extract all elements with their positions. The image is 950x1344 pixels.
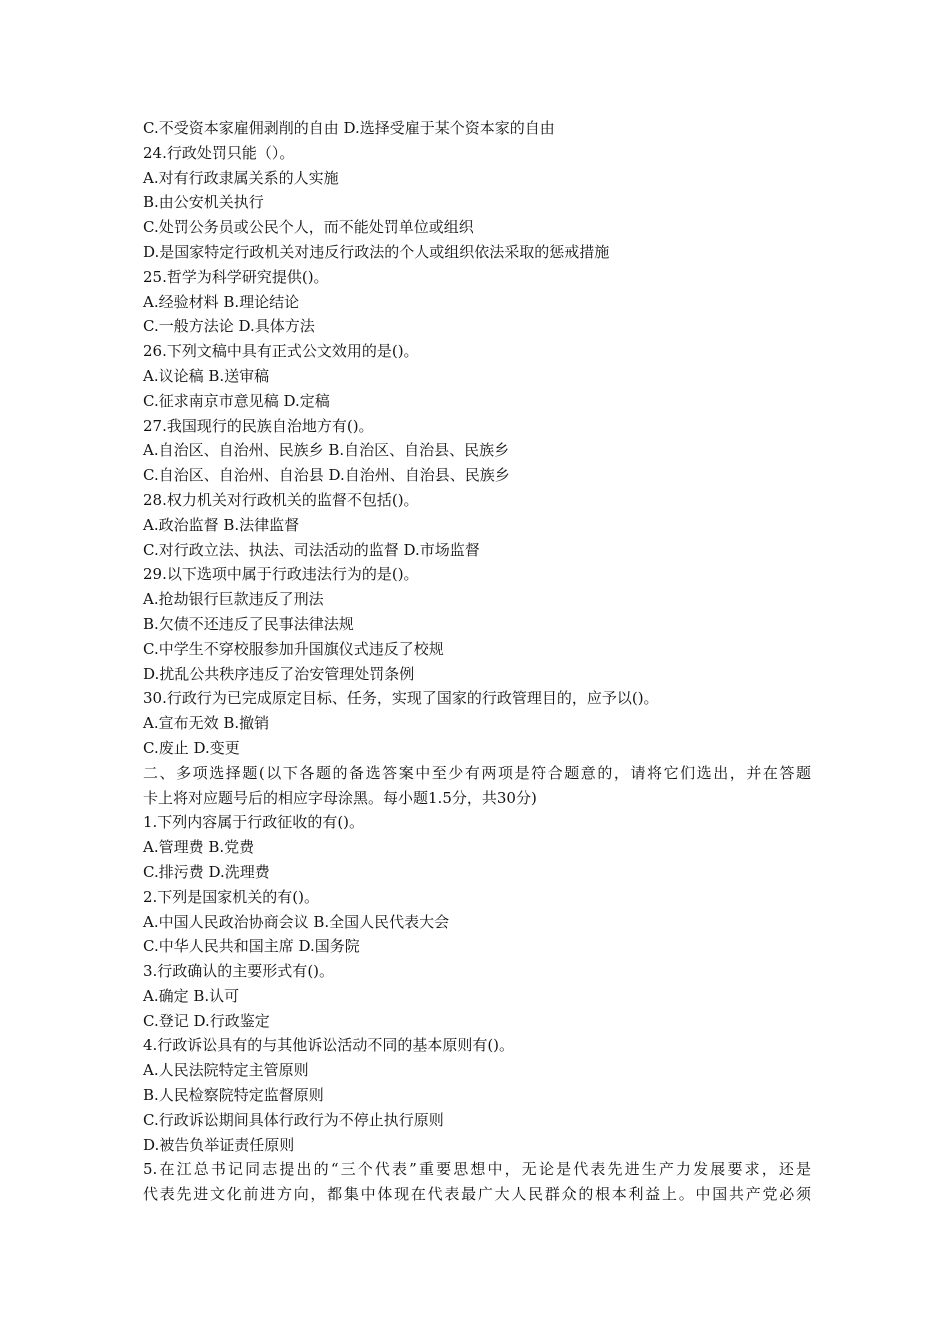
text-line: C.一般方法论 D.具体方法 (143, 317, 315, 336)
text-line: C.处罚公务员或公民个人，而不能处罚单位或组织 (143, 218, 474, 237)
text-line: 2.下列是国家机关的有()。 (143, 887, 320, 906)
text-line: 28.权力机关对行政机关的监督不包括()。 (143, 490, 419, 509)
text-line: 3.行政确认的主要形式有()。 (143, 962, 335, 981)
text-line: 4.行政诉讼具有的与其他诉讼活动不同的基本原则有()。 (143, 1036, 515, 1055)
document-page (143, 116, 811, 1207)
text-line: C.排污费 D.洗理费 (143, 862, 270, 881)
text-line: 5.在江总书记同志提出的“三个代表”重要思想中，无论是代表先进生产力发展要求，还是 (143, 1160, 811, 1179)
text-line: A.经验材料 B.理论结论 (143, 292, 300, 311)
text-line: A.抢劫银行巨款违反了刑法 (143, 590, 324, 609)
text-line: C.登记 D.行政鉴定 (143, 1011, 270, 1030)
text-line: 26.下列文稿中具有正式公文效用的是()。 (143, 342, 419, 361)
text-line: 29.以下选项中属于行政违法行为的是()。 (143, 565, 419, 584)
text-line: 30.行政行为已完成原定目标、任务，实现了国家的行政管理目的，应予以()。 (143, 689, 659, 708)
text-line: C.中华人民共和国主席 D.国务院 (143, 937, 360, 956)
text-line: B.人民检察院特定监督原则 (143, 1086, 324, 1105)
text-line: 卡上将对应题号后的相应字母涂黑。每小题1.5分，共30分) (143, 788, 537, 807)
text-line: 24.行政处罚只能（）。 (143, 143, 295, 162)
text-line: D.扰乱公共秩序违反了治安管理处罚条例 (143, 664, 415, 683)
text-line: D.是国家特定行政机关对违反行政法的个人或组织依法采取的惩戒措施 (143, 242, 610, 261)
text-line: 代表先进文化前进方向，都集中体现在代表最广大人民群众的根本利益上。中国共产党必须 (143, 1185, 811, 1204)
text-line: C.对行政立法、执法、司法活动的监督 D.市场监督 (143, 540, 480, 559)
text-line: A.确定 B.认可 (143, 986, 240, 1005)
text-line: C.自治区、自治州、自治县 D.自治州、自治县、民族乡 (143, 466, 510, 485)
text-line: A.宣布无效 B.撤销 (143, 714, 270, 733)
text-line: A.人民法院特定主管原则 (143, 1061, 309, 1080)
text-line: C.中学生不穿校服参加升国旗仪式违反了校规 (143, 639, 444, 658)
text-line: D.被告负举证责任原则 (143, 1135, 295, 1154)
text-line: A.管理费 B.党费 (143, 838, 255, 857)
text-line: C.征求南京市意见稿 D.定稿 (143, 391, 330, 410)
text-line: A.政治监督 B.法律监督 (143, 515, 300, 534)
text-line: A.中国人民政治协商会议 B.全国人民代表大会 (143, 912, 450, 931)
text-line: 25.哲学为科学研究提供()。 (143, 267, 329, 286)
text-line: C.行政诉讼期间具体行政行为不停止执行原则 (143, 1110, 444, 1129)
text-line: 二、多项选择题(以下各题的备选答案中至少有两项是符合题意的，请将它们选出，并在答题 (143, 763, 811, 782)
text-line: A.自治区、自治州、民族乡 B.自治区、自治县、民族乡 (143, 441, 510, 460)
text-line: B.欠债不还违反了民事法律法规 (143, 614, 354, 633)
text-line: B.由公安机关执行 (143, 193, 264, 212)
text-line: 27.我国现行的民族自治地方有()。 (143, 416, 374, 435)
text-line: 1.下列内容属于行政征收的有()。 (143, 813, 365, 832)
text-line: C.废止 D.变更 (143, 738, 240, 757)
text-line: A.议论稿 B.送审稿 (143, 366, 270, 385)
text-line: C.不受资本家雇佣剥削的自由 D.选择受雇于某个资本家的自由 (143, 119, 555, 137)
text-line: A.对有行政隶属关系的人实施 (143, 168, 339, 187)
